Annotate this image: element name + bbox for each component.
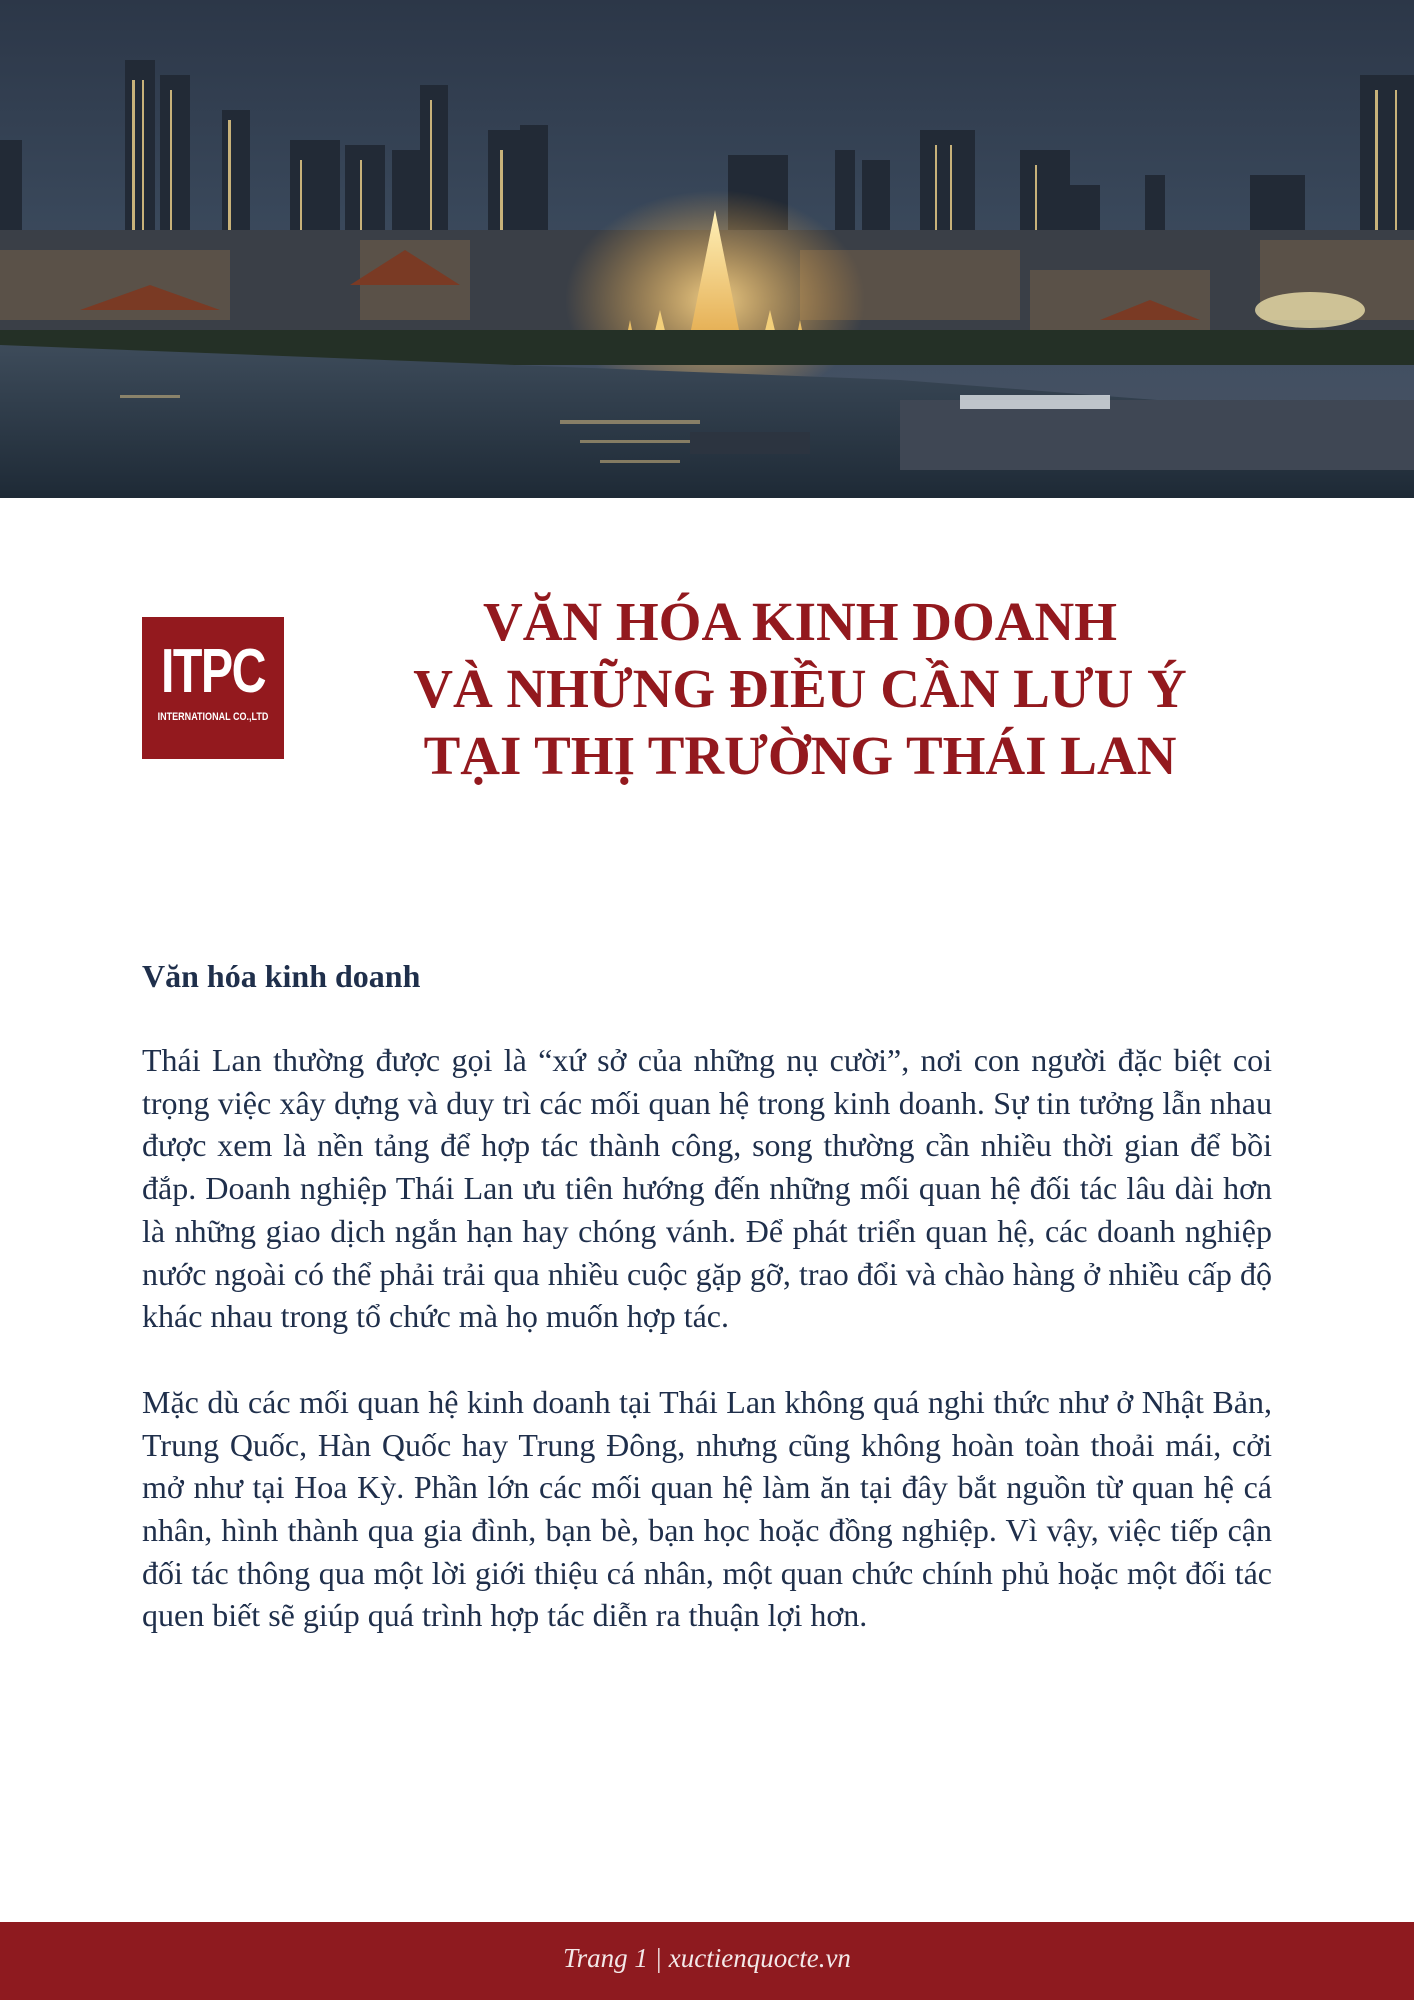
title-line-3: TẠI THỊ TRƯỜNG THÁI LAN <box>423 725 1177 786</box>
section-heading: Văn hóa kinh doanh <box>142 958 421 994</box>
footer-text: Trang 1 | xuctienquocte.vn <box>563 1943 851 1973</box>
title-line-2: VÀ NHỮNG ĐIỀU CẦN LƯU Ý <box>413 658 1187 719</box>
company-logo <box>142 617 284 759</box>
city-skyline-photo-icon <box>0 0 1414 498</box>
page-footer <box>0 1922 1414 2000</box>
hero-image <box>0 0 1414 498</box>
logo-mark: ITPC <box>161 637 265 706</box>
paragraph-1: Thái Lan thường được gọi là “xứ sở của những nụ cười”, nơi con người đặc biệt coi trọng việc xây dựng và duy trì các mối quan hệ trong kinh doanh. Sự tin tưởng lẫn nhau được xem là nền tảng để hợp tác thành công, song thường cần nhiều thời gian để bồi đắp. Doanh nghiệp Thái Lan ưu tiên hướng đến những mối quan hệ đối tác lâu dài hơn là những giao dịch ngắn hạn hay chóng vánh. Để phát triển quan hệ, các doanh nghiệp nước ngoài có thể phải trải qua nhiều cuộc gặp gỡ, trao đổi và chào hàng ở nhiều cấp độ khác nhau trong tổ chức mà họ muốn hợp tác. <box>142 1042 1272 1335</box>
logo-subtitle: INTERNATIONAL CO.,LTD <box>157 711 269 723</box>
paragraph-2: Mặc dù các mối quan hệ kinh doanh tại Thái Lan không quá nghi thức như ở Nhật Bản, Trung Quốc, Hàn Quốc hay Trung Đông, nhưng cũng không hoàn toàn thoải mái, cởi mở như tại Hoa Kỳ. Phần lớn các mối quan hệ làm ăn tại đây bắt nguồn từ quan hệ cá nhân, hình thành qua gia đình, bạn bè, bạn học hoặc đồng nghiệp. Vì vậy, việc tiếp cận đối tác thông qua một lời giới thiệu cá nhân, một quan chức chính phủ hoặc một đối tác quen biết sẽ giúp quá trình hợp tác diễn ra thuận lợi hơn. <box>142 1383 1272 1634</box>
document-body <box>142 955 1272 1680</box>
document-title <box>360 588 1240 789</box>
title-line-1: VĂN HÓA KINH DOANH <box>482 591 1118 652</box>
